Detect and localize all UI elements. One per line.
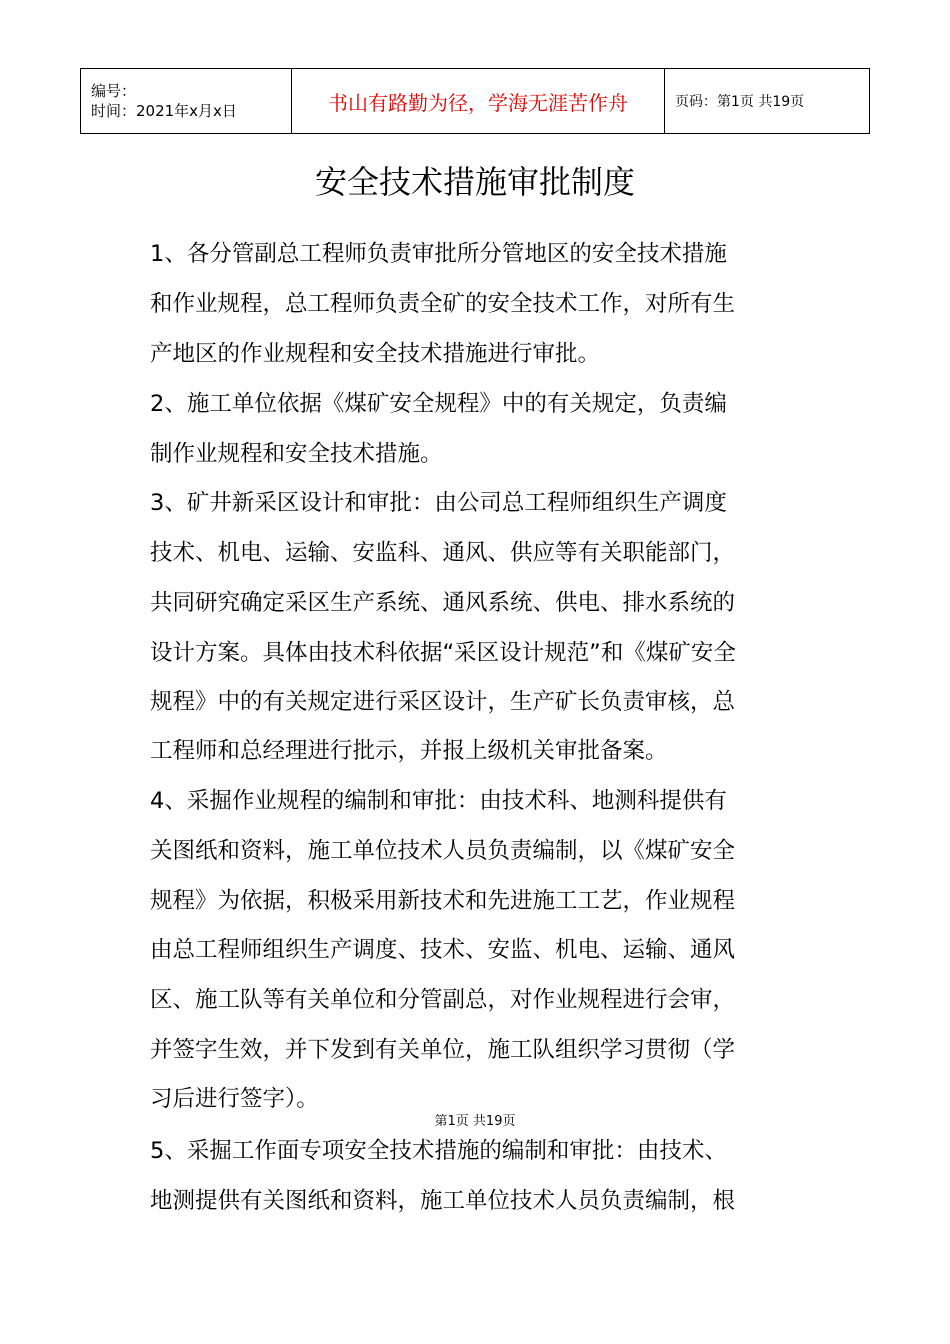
- header-meta-cell: [81, 69, 292, 134]
- body-line: 区、施工队等有关单位和分管副总，对作业规程进行会审，: [150, 987, 736, 1013]
- page-footer: 第1页 共19页: [434, 1114, 516, 1129]
- body-line: 地测提供有关图纸和资料，施工单位技术人员负责编制，根: [150, 1188, 736, 1214]
- body-line: 规程》为依据，积极采用新技术和先进施工工艺，作业规程: [150, 888, 736, 914]
- body-line: 产地区的作业规程和安全技术措施进行审批。: [150, 341, 601, 367]
- body-line: 习后进行签字）。: [150, 1086, 319, 1112]
- body-line: 5、采掘工作面专项安全技术措施的编制和审批：由技术、: [150, 1138, 727, 1164]
- body-line: 关图纸和资料，施工单位技术人员负责编制，以《煤矿安全: [150, 838, 736, 864]
- document-header-table: [80, 68, 870, 134]
- body-line: 工程师和总经理进行批示，并报上级机关审批备案。: [150, 738, 668, 764]
- body-line: 和作业规程，总工程师负责全矿的安全技术工作，对所有生: [150, 291, 736, 317]
- serial-number-label: 编号：: [91, 82, 137, 100]
- body-line: 2、施工单位依据《煤矿安全规程》中的有关规定，负责编: [150, 391, 727, 417]
- body-line: 并签字生效，并下发到有关单位，施工队组织学习贯彻（学: [150, 1037, 736, 1063]
- body-line: 3、矿井新采区设计和审批：由公司总工程师组织生产调度: [150, 490, 727, 516]
- body-line: 共同研究确定采区生产系统、通风系统、供电、排水系统的: [150, 590, 736, 616]
- header-page-info: 页码：第1页 共19页: [665, 69, 870, 134]
- body-line: 制作业规程和安全技术措施。: [150, 441, 443, 467]
- body-line: 由总工程师组织生产调度、技术、安监、机电、运输、通风: [150, 937, 736, 963]
- body-line: 1、各分管副总工程师负责审批所分管地区的安全技术措施: [150, 241, 727, 267]
- body-line: 规程》中的有关规定进行采区设计，生产矿长负责审核，总: [150, 689, 736, 715]
- date-label: 时间：2021年x月x日: [91, 102, 237, 120]
- header-motto: 书山有路勤为径，学海无涯苦作舟: [292, 69, 665, 134]
- body-line: 设计方案。具体由技术科依据“采区设计规范”和《煤矿安全: [150, 640, 736, 666]
- document-title: 安全技术措施审批制度: [314, 163, 635, 201]
- body-line: 4、采掘作业规程的编制和审批：由技术科、地测科提供有: [150, 788, 727, 814]
- body-line: 技术、机电、运输、安监科、通风、供应等有关职能部门，: [150, 540, 736, 566]
